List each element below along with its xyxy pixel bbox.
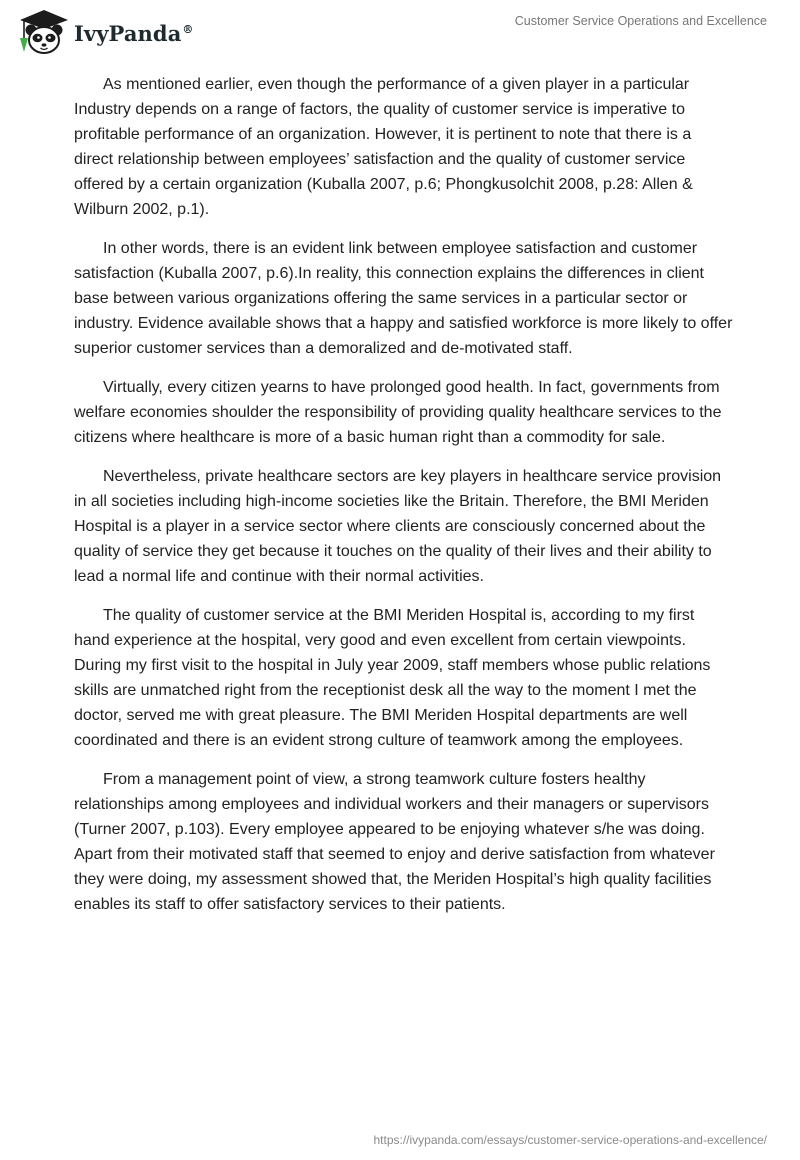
panda-graduate-logo-icon: [14, 8, 72, 56]
brand-name: [74, 21, 194, 46]
article-body: [74, 72, 734, 931]
paragraph: In other words, there is an evident link between employee satisfaction and customer satisfaction (Kuballa 2007, p.6).In reality, this connection explains the differences in client base between various organizations offering the same services in a particular sector or industry. Evidence available shows that a happy and satisfied workforce is more likely to offer superior customer services than a demoralized and de-motivated staff.: [74, 240, 733, 357]
registered-mark: ®: [182, 22, 194, 36]
paragraph: From a management point of view, a strong teamwork culture fosters healthy relationships among employees and individual workers and their managers or supervisors (Turner 2007, p.103). Every employee appeared to be enjoying whatever s/he was doing. Apart from their motivated staff that seemed to enjoy and derive satisfaction from whatever they were doing, my assessment showed that, the Meriden Hospital’s high quality facilities enables its staff to offer satisfactory services to their patients.: [74, 771, 715, 913]
source-url-link[interactable]: https://ivypanda.com/essays/customer-service-operations-and-excellence/: [373, 1133, 767, 1147]
paragraph: The quality of customer service at the BMI Meriden Hospital is, according to my first hand experience at the hospital, very good and even excellent from certain viewpoints. During my first visit to the hospital in July year 2009, staff members whose public relations skills are unmatched right from the receptionist desk all the way to the moment I met the doctor, served me with great pleasure. The BMI Meriden Hospital departments are well coordinated and there is an evident strong culture of teamwork among the employees.: [74, 607, 711, 749]
paragraph: Virtually, every citizen yearns to have prolonged good health. In fact, governments from welfare economies shoulder the responsibility of providing quality healthcare services to the citizens where healthcare is more of a basic human right than a commodity for sale.: [74, 379, 722, 446]
document-title: Customer Service Operations and Excellence: [514, 14, 767, 28]
paragraph: As mentioned earlier, even though the performance of a given player in a particular Industry depends on a range of factors, the quality of customer service is imperative to profitable performance of an organization. However, it is pertinent to note that there is a direct relationship between employees’ satisfaction and the quality of customer service offered by a certain organization (Kuballa 2007, p.6; Phongkusolchit 2008, p.28: Allen & Wilburn 2002, p.1).: [74, 76, 693, 218]
brand-logo[interactable]: [14, 8, 194, 56]
paragraph: Nevertheless, private healthcare sectors are key players in healthcare service provision in all societies including high-income societies like the Britain. Therefore, the BMI Meriden Hospital is a player in a service sector where clients are consciously concerned about the quality of service they get because it touches on the quality of their lives and their ability to lead a normal life and continue with their normal activities.: [74, 468, 722, 585]
page-header: [0, 0, 800, 60]
brand-name-text: IvyPanda: [74, 20, 182, 46]
